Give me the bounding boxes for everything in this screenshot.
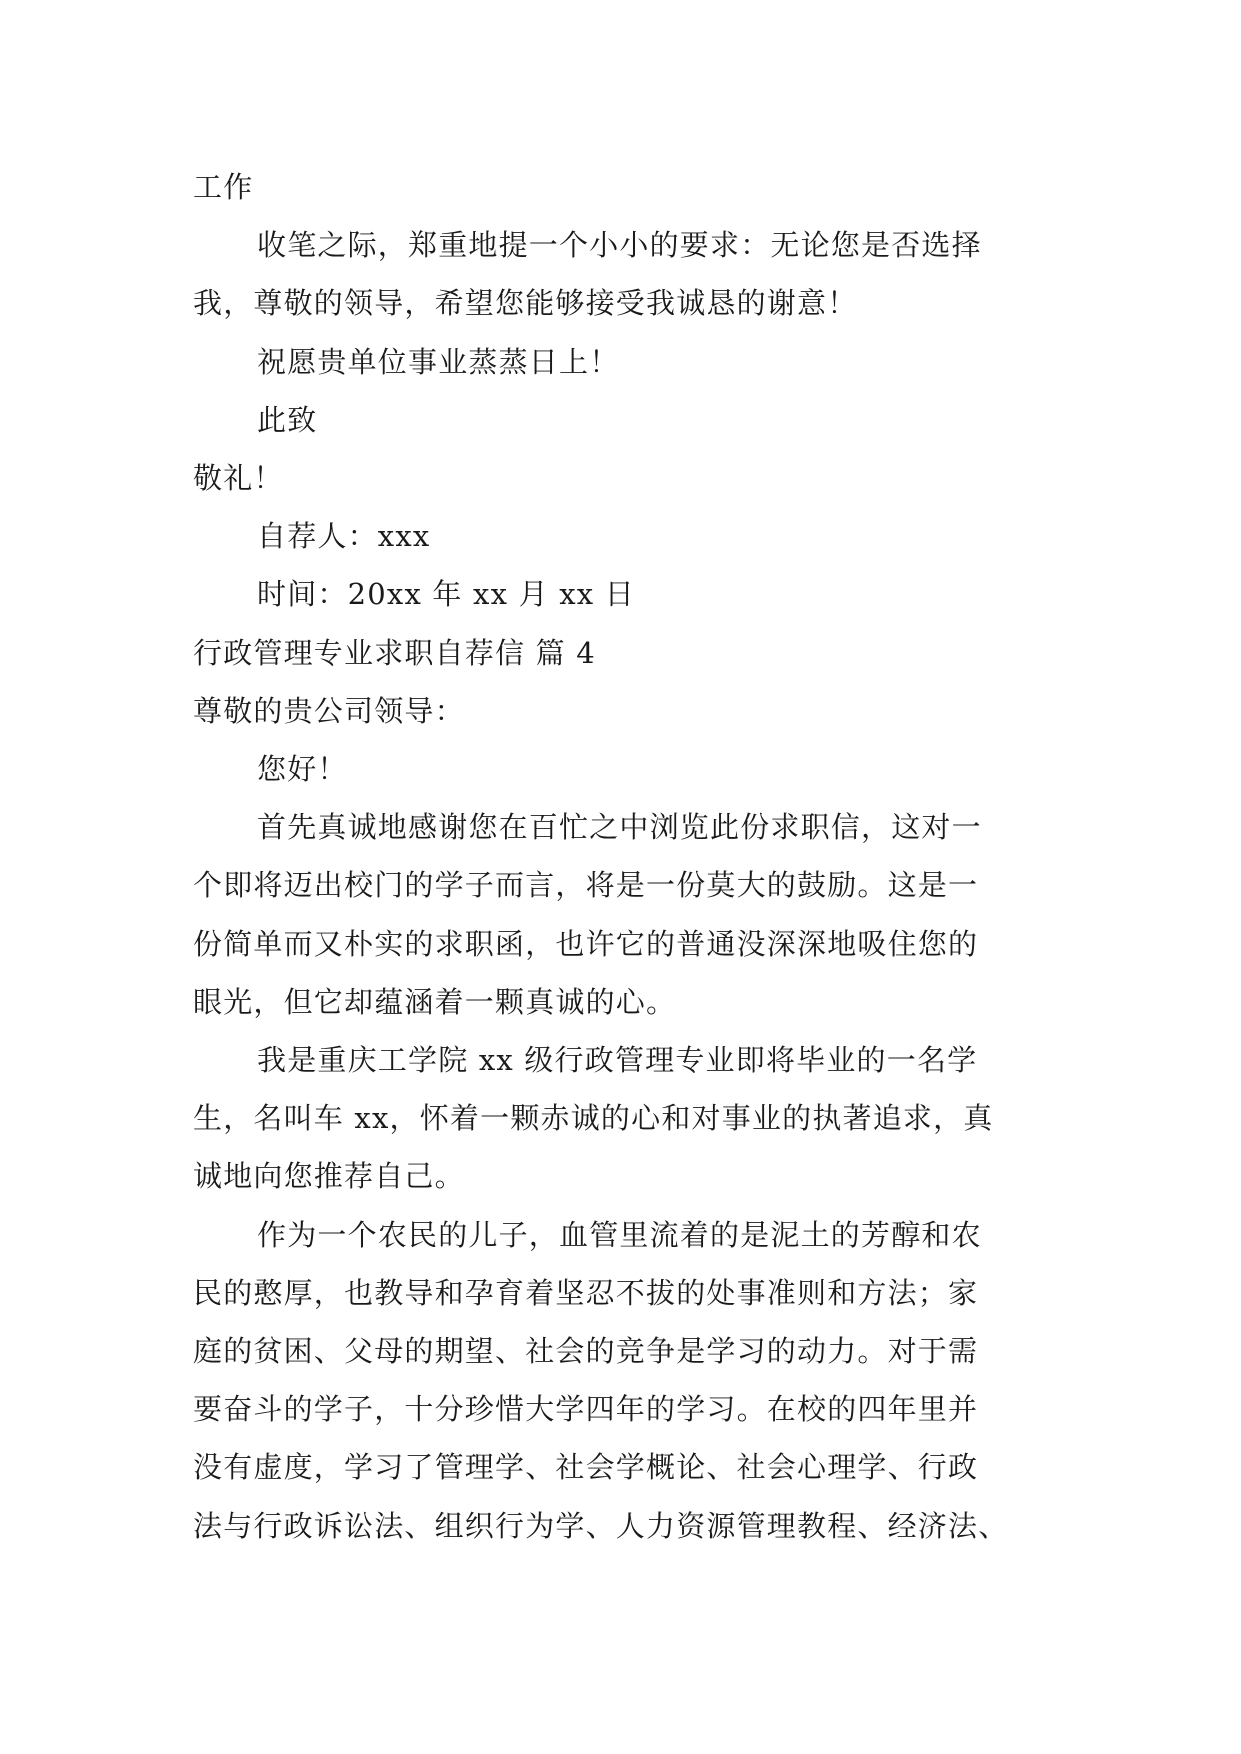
text-line: 您好！ xyxy=(257,752,348,787)
letter-body xyxy=(193,158,1063,1555)
text-line: 民的憨厚，也教导和孕育着坚忍不拔的处事准则和方法；家 xyxy=(193,1275,979,1310)
text-line: 我是重庆工学院 xx 级行政管理专业即将毕业的一名学 xyxy=(257,1043,978,1078)
text-line: 敬礼！ xyxy=(193,461,284,496)
text-line: 眼光，但它却蕴涵着一颗真诚的心。 xyxy=(193,984,677,1019)
text-line: 个即将迈出校门的学子而言，将是一份莫大的鼓励。这是一 xyxy=(193,868,979,903)
text-line: 没有虚度，学习了管理学、社会学概论、社会心理学、行政 xyxy=(193,1450,979,1485)
salutation: 尊敬的贵公司领导： xyxy=(193,693,465,728)
section-heading: 行政管理专业求职自荐信 篇 4 xyxy=(193,635,596,670)
text-line: 此致 xyxy=(257,402,318,437)
text-line: 自荐人：xxx xyxy=(257,519,431,554)
text-line: 生，名叫车 xx，怀着一颗赤诚的心和对事业的执著追求，真 xyxy=(193,1101,994,1136)
text-line: 要奋斗的学子，十分珍惜大学四年的学习。在校的四年里并 xyxy=(193,1392,979,1427)
text-line: 庭的贫困、父母的期望、社会的竞争是学习的动力。对于需 xyxy=(193,1334,979,1369)
text-line: 时间：20xx 年 xx 月 xx 日 xyxy=(257,577,635,612)
text-line: 诚地向您推荐自己。 xyxy=(193,1159,465,1194)
text-line: 祝愿贵单位事业蒸蒸日上！ xyxy=(257,344,620,379)
text-line: 收笔之际，郑重地提一个小小的要求：无论您是否选择 xyxy=(257,228,982,263)
text-line: 工作 xyxy=(193,170,254,204)
text-line: 份简单而又朴实的求职函，也许它的普通没深深地吸住您的 xyxy=(193,926,979,961)
text-line: 法与行政诉讼法、组织行为学、人力资源管理教程、经济法、 xyxy=(193,1508,1009,1543)
text-line: 作为一个农民的儿子，血管里流着的是泥土的芳醇和农 xyxy=(257,1217,982,1252)
text-line: 首先真诚地感谢您在百忙之中浏览此份求职信，这对一 xyxy=(257,810,982,845)
text-line: 我，尊敬的领导，希望您能够接受我诚恳的谢意！ xyxy=(193,286,858,321)
